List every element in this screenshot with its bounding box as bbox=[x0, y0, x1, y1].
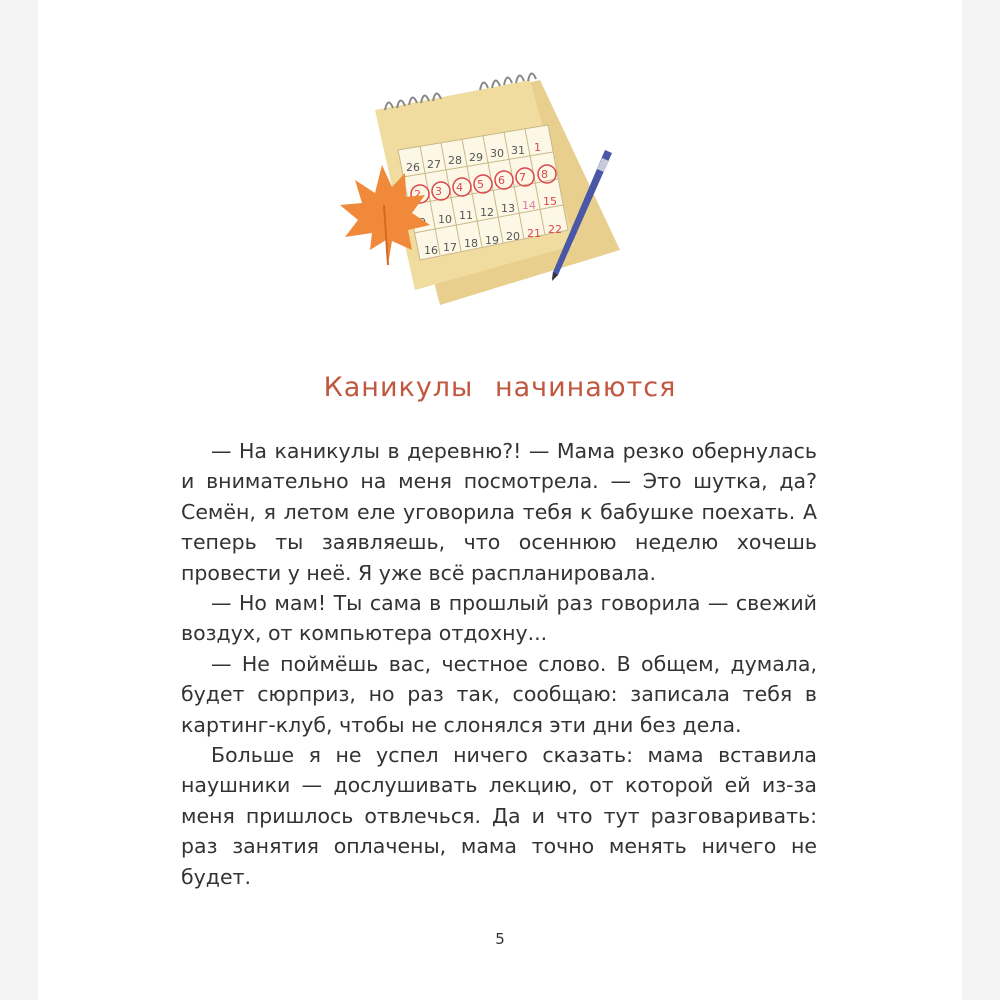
calendar-date: 8 bbox=[541, 168, 548, 181]
paragraph: — Но мам! Ты сама в прошлый раз говорила — свежий воздух, от компьютера отдохну... bbox=[181, 591, 817, 646]
calendar-date: 18 bbox=[464, 237, 478, 250]
calendar-date: 27 bbox=[427, 158, 441, 171]
calendar-date: 10 bbox=[438, 213, 452, 226]
calendar-illustration bbox=[300, 55, 640, 325]
calendar-date: 12 bbox=[480, 206, 494, 219]
calendar-date: 20 bbox=[506, 230, 520, 243]
calendar-date: 14 bbox=[522, 199, 536, 212]
calendar-date: 22 bbox=[548, 223, 562, 236]
paragraph: — На каникулы в деревню?! — Мама резко обернулась и внимательно на меня посмотрела. — Это шутка, да? Семён, я летом еле уговорила тебя к бабушке поехать. А теперь ты заявляешь, что осеннюю неделю хочешь провести у неё. Я уже всё распланировала. bbox=[181, 439, 817, 585]
calendar-date: 6 bbox=[498, 174, 505, 187]
calendar-date: 13 bbox=[501, 202, 515, 215]
calendar-date: 21 bbox=[527, 227, 541, 240]
calendar-date: 28 bbox=[448, 154, 462, 167]
calendar-date: 3 bbox=[435, 185, 442, 198]
calendar-date: 5 bbox=[477, 178, 484, 191]
calendar-date: 7 bbox=[519, 171, 526, 184]
calendar-date: 17 bbox=[443, 241, 457, 254]
calendar-date: 26 bbox=[406, 161, 420, 174]
calendar-date: 30 bbox=[490, 147, 504, 160]
paragraph: Больше я не успел ничего сказать: мама вставила наушники — дослушивать лекцию, от которой ей из-за меня пришлось отвлечься. Да и что тут разговаривать: раз занятия оплачены, мама точно менять ничего не будет. bbox=[181, 743, 817, 889]
calendar-date: 1 bbox=[534, 141, 541, 154]
calendar-date: 16 bbox=[424, 244, 438, 257]
page-number: 5 bbox=[495, 930, 505, 948]
calendar-date: 29 bbox=[469, 151, 483, 164]
calendar-date: 4 bbox=[456, 181, 463, 194]
calendar-date: 15 bbox=[543, 195, 557, 208]
chapter-title: Каникулы начинаются bbox=[323, 372, 677, 403]
calendar-date: 2 bbox=[414, 188, 421, 201]
calendar-date: 11 bbox=[459, 209, 473, 222]
chapter-text bbox=[181, 436, 817, 892]
paragraph: — Не поймёшь вас, честное слово. В общем, думала, будет сюрприз, но раз так, сообщаю: записала тебя в картинг-клуб, чтобы не слонялся эти дни без дела. bbox=[181, 651, 817, 737]
book-page bbox=[38, 0, 962, 1000]
calendar-date: 19 bbox=[485, 234, 499, 247]
calendar-date: 31 bbox=[511, 144, 525, 157]
